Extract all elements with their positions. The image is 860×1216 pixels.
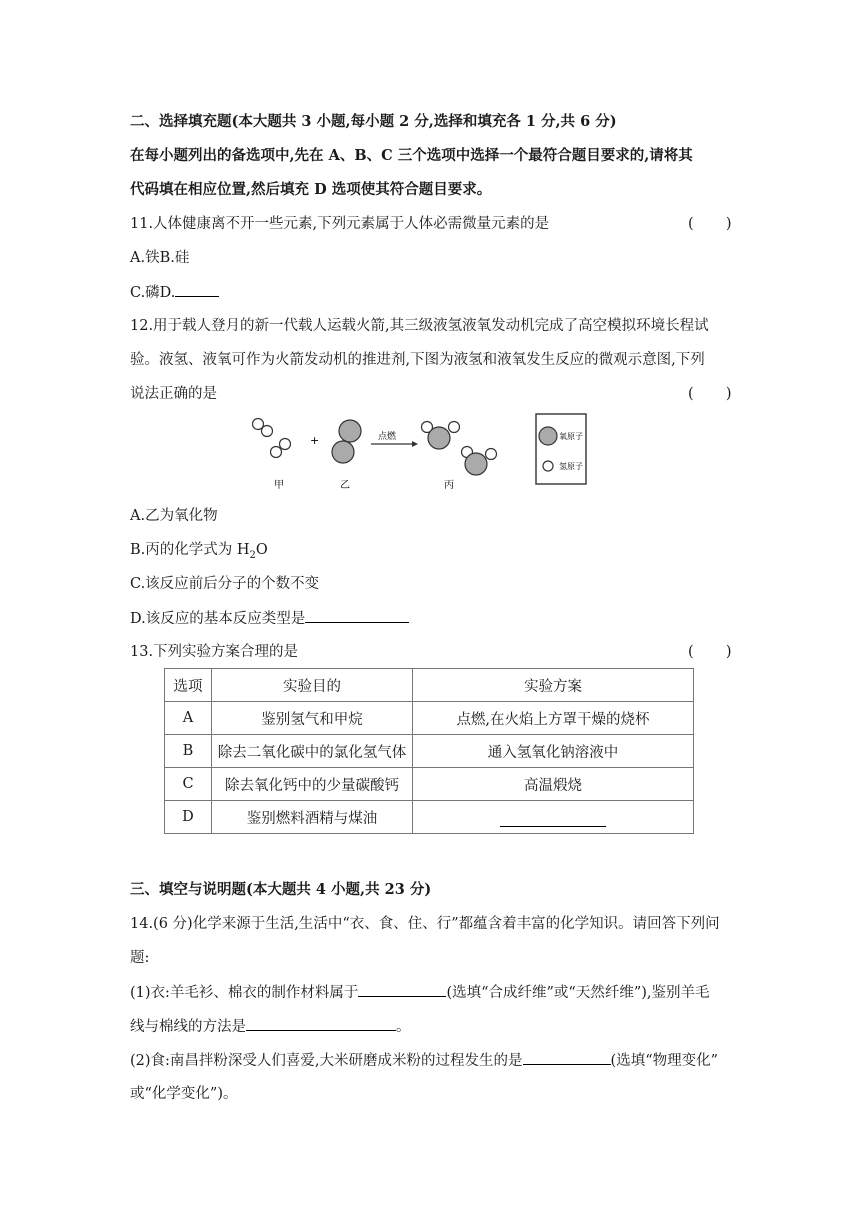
row-c-purpose: 除去氧化钙中的少量碳酸钙 [212, 768, 413, 801]
header-purpose: 实验目的 [212, 669, 413, 702]
header-option: 选项 [165, 669, 212, 702]
section-2-title: 二、选择填充题(本大题共 3 小题,每小题 2 分,选择和填充各 1 分,共 6 分) [130, 113, 617, 130]
q11-options-cd-text: C.磷D. [130, 285, 176, 301]
q12-option-c: C.该反应前后分子的个数不变 [130, 576, 320, 592]
q11-stem: 11.人体健康离不开一些元素,下列元素属于人体必需微量元素的是 [130, 216, 550, 232]
row-c-plan: 高温煅烧 [413, 768, 694, 801]
row-a-option: A [165, 702, 212, 735]
q11-options-cd [130, 282, 219, 303]
q14-part1-text-a: (1)衣:羊毛衫、棉衣的制作材料属于 [130, 985, 359, 1001]
q12-stem-3: 说法正确的是 [130, 386, 217, 402]
q13-d-blank[interactable] [500, 804, 606, 827]
q14-part1-text-b: (选填“合成纤维”或“天然纤维”),鉴别羊毛 [446, 985, 710, 1001]
q14-part1-text-c: 线与棉线的方法是 [130, 1019, 246, 1035]
q14-part1-blank-2[interactable] [246, 1016, 396, 1031]
q12-answer-paren: ( ) [688, 386, 732, 402]
q11-options-ab: A.铁B.硅 [130, 250, 190, 266]
q12-d-blank[interactable] [305, 608, 409, 623]
q12-option-b [130, 540, 268, 566]
table-header-row [165, 669, 694, 702]
q14-part1-line2 [130, 1016, 411, 1037]
water-molecule-2 [462, 447, 497, 476]
legend-oxygen-label: 氧原子 [559, 432, 583, 441]
q12-stem-1: 12.用于载人登月的新一代载人运载火箭,其三级液氢液氧发动机完成了高空模拟环境长程试 [130, 318, 709, 334]
row-c-option: C [165, 768, 212, 801]
row-d-plan [413, 801, 694, 834]
label-bing: 丙 [444, 480, 454, 491]
q12-option-b-prefix: B.丙的化学式为 H [130, 542, 250, 558]
plus-sign: + [310, 434, 320, 447]
experiment-table [164, 668, 694, 834]
table-row [165, 702, 694, 735]
q14-part2-line2: 或“化学变化”)。 [130, 1086, 238, 1102]
label-yi: 乙 [340, 480, 350, 491]
legend-box [536, 414, 586, 484]
legend-hydrogen-icon [543, 461, 553, 471]
legend-hydrogen-label: 氢原子 [559, 462, 583, 471]
q11-d-blank[interactable] [175, 282, 219, 297]
q14-part2-line1 [130, 1050, 718, 1071]
q14-part2-blank[interactable] [523, 1050, 611, 1065]
q12-option-b-suffix: O [255, 542, 268, 558]
hydrogen-molecule-1 [253, 419, 273, 437]
row-d-purpose: 鉴别燃料酒精与煤油 [212, 801, 413, 834]
row-a-plan: 点燃,在火焰上方罩干燥的烧杯 [413, 702, 694, 735]
q12-stem-2: 验。液氢、液氧可作为火箭发动机的推进剂,下图为液氢和液氧发生反应的微观示意图,下列 [130, 352, 705, 368]
q14-stem-2: 题: [130, 950, 150, 966]
q13-answer-paren: ( ) [688, 644, 732, 660]
row-a-purpose: 鉴别氢气和甲烷 [212, 702, 413, 735]
q12-option-b-subscript: 2 [249, 549, 256, 561]
q14-part2-text-b: (选填“物理变化” [610, 1053, 719, 1069]
q14-part1-line1 [130, 982, 710, 1003]
q14-part2-text-a: (2)食:南昌拌粉深受人们喜爱,大米研磨成米粉的过程发生的是 [130, 1053, 523, 1069]
table-row [165, 735, 694, 768]
hydrogen-molecule-2 [271, 439, 291, 458]
q11-answer-paren: ( ) [688, 216, 732, 232]
table-row [165, 768, 694, 801]
row-b-plan: 通入氢氧化钠溶液中 [413, 735, 694, 768]
water-molecule-1 [422, 422, 460, 450]
section-3-title: 三、填空与说明题(本大题共 4 小题,共 23 分) [130, 881, 432, 898]
row-d-option: D [165, 801, 212, 834]
label-jia: 甲 [274, 480, 284, 491]
q12-option-d-text: D.该反应的基本反应类型是 [130, 611, 306, 627]
q14-stem-1: 14.(6 分)化学来源于生活,生活中“衣、食、住、行”都蕴含着丰富的化学知识。请回答下列问 [130, 916, 720, 932]
table-row [165, 801, 694, 834]
q14-part1-blank-1[interactable] [358, 982, 446, 997]
header-plan: 实验方案 [413, 669, 694, 702]
section-2-instruction-1: 在每小题列出的备选项中,先在 A、B、C 三个选项中选择一个最符合题目要求的,请将其 [130, 147, 693, 164]
q13-stem: 13.下列实验方案合理的是 [130, 644, 299, 660]
arrow-head [412, 441, 418, 447]
row-b-purpose: 除去二氧化碳中的氯化氢气体 [212, 735, 413, 768]
legend-oxygen-icon [539, 427, 557, 445]
oxygen-molecule [332, 420, 361, 463]
reaction-diagram [248, 412, 588, 492]
row-b-option: B [165, 735, 212, 768]
section-2-instruction-2: 代码填在相应位置,然后填充 D 选项使其符合题目要求。 [130, 181, 492, 198]
q12-option-a: A.乙为氧化物 [130, 508, 218, 524]
reaction-condition: 点燃 [378, 432, 397, 442]
q12-option-d [130, 608, 409, 629]
q14-part1-text-d: 。 [396, 1019, 411, 1035]
